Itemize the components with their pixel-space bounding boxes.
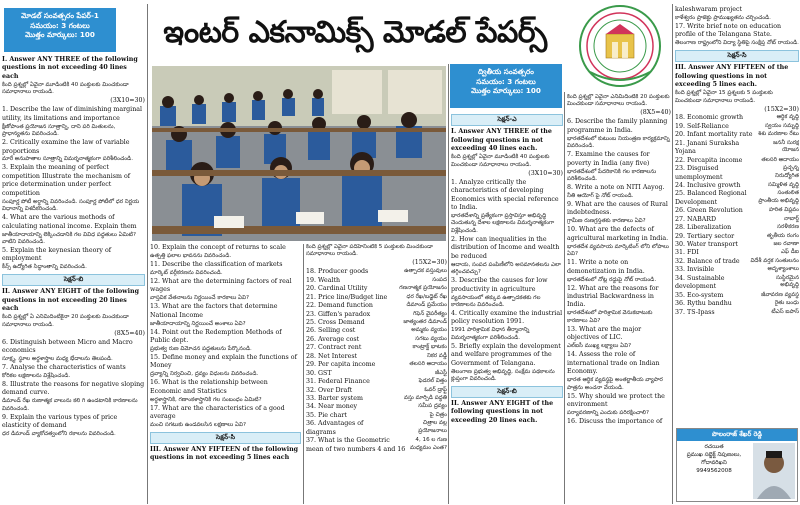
column-divider — [448, 64, 449, 504]
section-heading: సెక్షన్-బి — [451, 386, 563, 398]
short-answer-term-telugu: సంతులిత ప్రాంతీయ అభివృద్ధి — [758, 190, 799, 204]
section-heading: సెక్షన్-ఎ — [451, 114, 563, 126]
question-item: 13. What are the factors that determine National Income — [150, 303, 278, 319]
question-group-heading-telugu: కింది ప్రశ్నల్లో ఏ ఎనిమిదింటికైనా 20 పంక్తులకు మించకుండా సమాధానాలు రాయండి. — [2, 314, 129, 328]
short-answer-term: 18. Economic growth — [675, 114, 744, 122]
short-answer-term-telugu: హరిత విప్లవం — [769, 207, 799, 214]
question-item-telugu: ద్రవ్యాన్ని నిర్వచించి, ద్రవ్యం విధులను వివరించండి. — [150, 371, 259, 378]
question-item: 14. Assess the role of international trade on Indian Economy. — [567, 351, 660, 376]
short-answer-term-telugu: కాంట్రాక్ట్ భాటకం — [412, 344, 447, 351]
question-item-telugu: పర్యావరణాన్ని ఎందుకు పరిరక్షించాలి? — [567, 409, 649, 416]
question-item: 10. What are the defects of agricultural marketing in India. — [567, 226, 669, 242]
question-item: 8. Illustrate the reasons for negative sloping demand curve. — [2, 380, 145, 397]
question-item: 3. Explain the meaning of perfect competition Illustrate the mechanism of price determination under perfect competition — [2, 164, 131, 197]
short-answer-item — [306, 361, 447, 369]
question-group-heading-telugu: కింది ప్రశ్నల్లో ఏవైనా ఎనిమిదింటికి 20 పంక్తులకు మించకుండా సమాధానాలు రాయండి. — [567, 94, 670, 108]
short-answer-item — [675, 114, 799, 122]
marks-label: (3X10=30) — [528, 169, 563, 177]
paper2-year-label: ద్వితీయ సంవత్సరం — [478, 67, 534, 76]
question-item: 4. What are the various methods of calculating national income. Explain them — [2, 214, 137, 230]
marks-label: (3X10=30) — [110, 97, 145, 105]
short-answer-term-telugu: గణనాత్మక ప్రయోజనం — [399, 285, 447, 292]
question-item-telugu: మార్కెట్ వర్గీకరణను వివరించండి. — [150, 269, 223, 276]
question-item: 3. Describe the causes for low productivity in agriculture — [451, 277, 548, 293]
short-answer-term-telugu: 4, 16 ల గుణ మధ్యమం ఎంత? — [409, 437, 447, 451]
short-answer-term-telugu: సమ్మిళిత వృద్ధి — [768, 181, 799, 188]
short-answer-term-telugu: ప్రచ్ఛన్న నిరుద్యోగిత — [775, 165, 799, 179]
short-answer-item — [675, 233, 799, 241]
short-answer-term-telugu: తలసరి ఆదాయం — [761, 156, 799, 163]
short-answer-term-telugu: చిత్రాల వల్ల ప్రయోజనాలు — [418, 420, 447, 434]
column-paper1-section-c — [306, 244, 447, 503]
question-group-heading: I. Answer ANY THREE of the following questions in not exceeding 40 lines each. — [451, 128, 552, 153]
short-answer-item — [306, 327, 447, 335]
question-item-telugu: వ్యవసాయంలో తక్కువ ఉత్పాదకతకు గల కారణాలను వివరించండి. — [451, 294, 541, 308]
column-divider — [564, 92, 565, 504]
short-answer-term-telugu: సమీప ద్రవ్యం — [418, 403, 447, 410]
short-answer-term: 34. Sustainable development — [675, 274, 725, 291]
short-answer-term: 25. Balanced Regional Development — [675, 190, 747, 206]
short-answer-term-telugu: తలసరి ఆదాయం — [409, 361, 447, 368]
short-answer-term: 26. Average cost — [306, 335, 360, 343]
question-item-telugu: మంచి సగటుకు ఉండవలసిన లక్షణాలు ఏవి? — [150, 422, 246, 429]
question-group-heading: II. Answer ANY EIGHT of the following questions in not exceeding 20 lines each. — [451, 400, 554, 424]
question-group-heading: III. Answer ANY FIFTEEN of the following questions in not exceeding 5 lines each. — [675, 64, 789, 89]
short-answer-item — [306, 437, 447, 454]
question-item: 7. Examine the causes for poverty in India (any five) — [567, 151, 650, 167]
short-answer-term: 37. What is the Geometric mean of two numbers 4 and 16 — [306, 437, 406, 453]
author-role: రచయిత — [704, 444, 724, 450]
short-answer-term-telugu: సరళీకరణ — [777, 224, 799, 231]
question-item: 5. Briefly explain the development and welfare programmes of the Government of Telangana. — [451, 342, 561, 367]
short-answer-item — [675, 157, 799, 165]
short-answer-term-telugu: ధర రేఖ/బడ్జెట్ రేఖ — [406, 293, 447, 300]
question-item: kaleshwaram project — [675, 6, 743, 13]
short-answer-list — [675, 114, 799, 317]
marks-label: (8X5=40) — [114, 329, 145, 337]
question-group-heading: III. Answer ANY FIFTEEN of the following questions in not exceeding 5 lines each — [150, 445, 299, 462]
question-item-telugu: గ్రామీణ రుణగ్రస్తతకు కారణాలు ఏవి? — [567, 218, 646, 225]
short-answer-term: 26. Selling cost — [306, 327, 356, 335]
short-answer-term: 35. Pie chart — [306, 411, 347, 419]
question-item-telugu: ప్రభుత్వ రుణ విమోచన పద్ధతులను పేర్కొనండి. — [150, 345, 252, 352]
paper1-time-label: సమయం: 3 గంటలు — [30, 20, 90, 30]
short-answer-term: 36. Advantages of diagrams — [306, 420, 364, 436]
question-item-telugu: భారతదేశంలో పారిశ్రామిక వెనుకబాటుకు కారణాలు ఏవి? — [567, 310, 653, 324]
column-paper1-section-b — [150, 244, 301, 503]
short-answer-item — [306, 353, 447, 361]
short-answer-term: 30. GST — [306, 369, 332, 377]
short-answer-item — [675, 300, 799, 308]
short-answer-term-telugu: జీఎస్టీ — [435, 369, 447, 376]
marks-label: (15X2=30) — [412, 259, 447, 267]
question-item: 2. Critically examine the law of variable proportions — [2, 139, 130, 155]
short-answer-term-telugu: జీవావరణ వ్యవస్థ — [761, 291, 799, 298]
paper2-time-label: సమయం: 3 గంటలు — [476, 76, 536, 86]
short-answer-term: 36. Rythu bandhu — [675, 300, 732, 308]
question-item: 17. Write brief note on education profile of the Telangana State. — [675, 22, 782, 39]
short-answer-item — [306, 294, 447, 302]
short-answer-term: 27. Contract rent — [306, 344, 362, 352]
question-item-telugu: 1991 పారిశ్రామిక విధాన తీర్మానాన్ని విమర్శనాత్మకంగా పరిశీలించండి. — [451, 327, 530, 341]
short-answer-term-telugu: జాత్యంతర డిమాండ్ — [403, 319, 447, 326]
question-item-telugu: సూక్ష్మ, స్థూల అర్థశాస్త్రాల మధ్య భేదాలను తెలపండి. — [2, 355, 113, 362]
author-phone: 9949562008 — [696, 468, 732, 475]
question-item: 16. Discuss the importance of — [567, 417, 663, 425]
author-box — [676, 428, 798, 502]
short-answer-item — [675, 207, 799, 215]
question-item: 1. Analyze critically the characteristics of developing Economics with special reference to India. — [451, 178, 559, 211]
short-answer-term: 29. Tertiary sector — [675, 232, 735, 240]
short-answer-item — [306, 344, 447, 352]
exam-hall-photo — [152, 66, 446, 241]
short-answer-item — [306, 302, 447, 310]
short-answer-term-telugu: రైతు బంధు — [774, 300, 799, 307]
question-item-telugu: భారతదేశంలో నోట్ల రద్దుపై నోట్ రాయండి. — [567, 276, 657, 283]
short-answer-term: 23. Giffen's paradox — [306, 310, 371, 318]
question-item: 16. What is the relationship between Economic and Statistics — [150, 379, 268, 395]
short-answer-term: 28. Net Interest — [306, 352, 358, 360]
short-answer-term: 20. Infant mortality rate — [675, 131, 753, 139]
question-item-telugu: సంపూర్ణ పోటీ అర్థాన్ని వివరించండి. సంపూర్ణ పోటీలో ధర నిర్ణయ విధానాన్ని విశదీకరించండి. — [2, 198, 140, 213]
question-group-heading-telugu: కింది ప్రశ్నల్లో ఏవైనా పదిహేనింటికి 5 పంక్తులకు మించకుండా సమాధానాలు రాయండి. — [306, 244, 433, 258]
short-answer-term-telugu: స్వయం సమృద్ధి — [764, 122, 799, 129]
marks-label: (8X5=40) — [640, 109, 671, 117]
short-answer-term: 19. Self-Reliance — [675, 122, 729, 130]
question-item-telugu: జాతీయాదాయాన్ని లెక్కించడానికి గల వివిధ పద్ధతులు ఏమిటి? వాటిని వివరించండి. — [2, 231, 136, 245]
paper2-marks-label: మొత్తం మార్కులు: 100 — [471, 86, 541, 96]
short-answer-term: 19. Wealth — [306, 276, 341, 284]
short-answer-term: 24. Inclusive growth — [675, 181, 741, 189]
short-answer-item — [306, 311, 447, 319]
short-answer-item — [675, 165, 799, 182]
paper1-header-box — [4, 8, 116, 52]
short-answer-item — [306, 285, 447, 293]
question-item: 9. What are the causes of Rural indebtedness. — [567, 201, 668, 217]
short-answer-item — [675, 140, 799, 157]
question-item-telugu: తెలంగాణ రాష్ట్రంలోని విద్యా స్థితిపై సంక్షిప్త నోట్ రాయండి. — [675, 40, 799, 47]
short-answer-item — [675, 309, 799, 317]
question-item-telugu: భారత ఆర్థిక వ్యవస్థపై అంతర్జాతీయ వ్యాపార పాత్రను అంచనా వేయండి. — [567, 377, 663, 391]
short-answer-term: 26. Green Revolution — [675, 207, 743, 215]
short-answer-term-telugu: డిమాండ్ ప్రమేయం — [406, 302, 447, 309]
short-answer-term-telugu: టీఎస్ ఐపాస్ — [771, 308, 799, 315]
short-answer-term: 34. Near money — [306, 403, 358, 411]
short-answer-term-telugu: ఎఫ్ డీఐ — [781, 249, 799, 256]
question-item: 7. Analyse the characteristics of wants — [2, 363, 126, 371]
column-paper2-section-a — [451, 112, 563, 503]
short-answer-term-telugu: అమ్మకం వ్యయం — [411, 327, 447, 334]
short-answer-term-telugu: సుస్థిరమైన అభివృద్ధి — [776, 274, 799, 289]
short-answer-term-telugu: పై చిత్రం — [429, 411, 447, 418]
question-item-telugu: కీన్స్ ఉద్యోగిత సిద్ధాంతాన్ని వివరించండి. — [2, 264, 87, 271]
question-item-telugu: నీతి ఆయోగ్ పై నోట్ రాయండి. — [567, 193, 634, 200]
board-logo — [570, 2, 670, 90]
question-item: 5. Explain the keynesian theory of employment — [2, 246, 112, 263]
question-item: 6. Describe the family planning programme in India. — [567, 118, 668, 134]
question-item: 8. Write a note on NITI Aayog. — [567, 184, 665, 192]
question-item-telugu: భారతదేశాన్ని ప్రత్యేకంగా ప్రస్తావిస్తూ అభివృద్ధి చెందుతున్న దేశాల లక్షణాలను విమర్శనాత్మకంగా విశ్లేషించండి. — [451, 212, 555, 234]
short-answer-item — [675, 266, 799, 274]
short-answer-item — [306, 268, 447, 276]
question-item-telugu: డిమాండ్ రేఖ రుణాత్మక వాలును కలి గి ఉండటానికి కారణాలను వివరించండి. — [2, 398, 138, 412]
short-answer-item — [306, 403, 447, 411]
author-details — [679, 443, 749, 475]
author-designation: ప్రముఖ సబ్జెక్ట్ నిపుణులు, — [686, 452, 742, 459]
paper1-year-label: మోడల్ సంవత్సరం పేపర్-1 — [21, 11, 99, 20]
short-answer-item — [675, 131, 799, 139]
question-item: 1. Describe the law of diminishing marginal utility, its limitations and importance — [2, 106, 143, 122]
section-heading: సెక్షన్-సి — [675, 50, 799, 62]
column-divider — [672, 4, 673, 504]
question-item-telugu: భారతదేశంలో కుటుంబ నియంత్రణ కార్యక్రమాన్ని వివరించండి. — [567, 135, 670, 150]
question-item-telugu: మారే అనుపాతాల సూత్రాన్ని విమర్శనాత్మకంగా పరిశీలించండి. — [2, 156, 133, 163]
short-answer-term-telugu: శిశు మరణాల రేటు — [758, 131, 799, 138]
question-item: 9. Explain the various types of price elasticity of demand — [2, 413, 118, 430]
question-group-heading: I. Answer ANY THREE of the following questions in not exceeding 40 lines each — [2, 56, 138, 80]
short-answer-term: 31. FDI — [675, 249, 699, 257]
question-item: 14. Point out the Redemption Methods of Public dept. — [150, 328, 282, 344]
question-item-telugu: జాతీయాదాయాన్ని నిర్ణయించే అంశాలు ఏవి? — [150, 320, 246, 327]
short-answer-term: 29. Per capita income — [306, 361, 376, 369]
question-item-telugu: భారతదేశ వ్యవసాయ మార్కెటింగ్ లోని లోపాలు ఏవి? — [567, 243, 669, 258]
question-item-telugu: ధర డిమాండ్ వ్యాకోచత్వంలోని రకాలను వివరించండి. — [2, 431, 116, 437]
question-group-heading-telugu: కింది ప్రశ్నల్లో ఏవైనా 15 ప్రశ్నలకు 5 పంక్తులకు మించకుండా సమాధానాలు రాయండి. — [675, 90, 773, 104]
short-answer-term: 27. NABARD — [675, 215, 717, 223]
author-place: గోదావరిఖని — [701, 460, 727, 467]
question-item: 12. What are the reasons for industrial Backwardness in India. — [567, 284, 659, 309]
question-item-telugu: ఆదాయ, సంపద పంపిణీలోని అసమానతలను ఎలా తగ్గించవచ్చు? — [451, 261, 561, 276]
column-paper2-section-b — [567, 94, 671, 503]
short-answer-term: 30. Water transport — [675, 241, 738, 248]
author-name-strip: పొలంరాజ్ శేఖర్ రెడ్డి — [677, 429, 797, 441]
paper1-marks-label: మొత్తం మార్కులు: 100 — [25, 30, 95, 40]
short-answer-term-telugu: సంపద — [432, 276, 447, 283]
short-answer-item — [306, 387, 447, 395]
question-item: 13. What are the major objectives of LIC. — [567, 325, 642, 342]
short-answer-term-telugu: వస్తు మార్పిడి పద్ధతి — [403, 394, 447, 401]
short-answer-term: 18. Producer goods — [306, 268, 369, 276]
short-answer-list — [306, 268, 447, 454]
short-answer-term-telugu: జననీ సురక్ష యోజన — [773, 139, 799, 154]
author-photo — [753, 443, 795, 499]
short-answer-item — [306, 378, 447, 386]
question-item: 15. Define money and explain the functions of Money — [150, 353, 297, 370]
short-answer-term: 28. Liberalization — [675, 224, 732, 232]
page-title: ఇంటర్ ఎకనామిక్స్ మోడల్ పేపర్స్ — [163, 15, 547, 50]
question-item: 12. What are the determining factors of real wages — [150, 277, 292, 294]
column-paper2-section-c — [675, 6, 799, 426]
column-divider — [147, 4, 148, 504]
short-answer-term-telugu: జల రవాణా — [773, 241, 799, 247]
short-answer-term: 23. Disguised unemployment — [675, 165, 723, 181]
short-answer-term-telugu: సగటు వ్యయం — [415, 335, 447, 342]
short-answer-item — [675, 292, 799, 300]
short-answer-term: 35. Eco-system — [675, 291, 724, 299]
short-answer-term-telugu: ఓవర్ డ్రాఫ్ట్ — [424, 386, 447, 393]
question-item-telugu: ఎల్ఐసీ ముఖ్య లక్ష్యాలు ఏవి? — [567, 343, 632, 350]
column-paper1-section-a — [2, 56, 145, 502]
short-answer-item — [675, 249, 799, 257]
question-item: 10. Explain the concept of returns to scale — [150, 244, 286, 251]
short-answer-term-telugu: తృతీయ రంగం — [766, 232, 799, 239]
question-group-heading: II. Answer ANY EIGHT of the following questions in not exceeding 20 lines each — [2, 288, 139, 313]
question-item: 17. What are the characteristics of a good average — [150, 404, 285, 421]
question-group-heading-telugu: కింది ప్రశ్నల్లో ఏవైనా మూడింటికి 40 పంక్తులకు మించకుండా సమాధానాలు రాయండి. — [451, 154, 550, 168]
short-answer-term: 21. Price line/Budget line — [306, 293, 388, 301]
short-answer-term: 32. Balance of trade — [675, 257, 740, 265]
question-item-telugu: తెలంగాణ ప్రభుత్వ అభివృద్ధి, సంక్షేమ పథకాలను క్లుప్తంగా వివరించండి. — [451, 368, 555, 383]
question-item-telugu: కాళేశ్వరం ప్రాజెక్టు ప్రాముఖ్యతను చర్చించండి. — [675, 14, 771, 21]
question-item: 4. Critically examine the industrial policy resolution 1991. — [451, 309, 563, 326]
question-item-telugu: క్షీణోపాంత ప్రయోజన సూత్రాన్ని, దాని పరి మితులను, ప్రాధాన్యతను వివరించండి. — [2, 123, 116, 138]
short-answer-term: 21. Janani Suraksha Yojana — [675, 139, 740, 156]
short-answer-term: 31. Federal Finance — [306, 378, 370, 386]
marks-label: (15X2=30) — [764, 105, 799, 113]
column-divider — [303, 244, 304, 504]
question-item-telugu: భారతదేశంలో పేదరికానికి గల కారణాలను పరిశీలించండి. — [567, 168, 657, 183]
question-item: 11. Describe the classification of markets — [150, 260, 283, 268]
short-answer-item — [675, 224, 799, 232]
short-answer-term-telugu: ఆర్థిక వృద్ధి — [776, 114, 799, 121]
short-answer-term: 25. Cross Demand — [306, 319, 365, 327]
question-item-telugu: వాస్తవిక వేతనాలను నిర్ణయించే కారకాలు ఏవి? — [150, 295, 249, 302]
question-item-telugu: కోరికల లక్షణాలను విశ్లేషించండి. — [2, 372, 71, 379]
question-item-telugu: అర్థశాస్త్రానికి, గణాంకశాస్త్రానికి గల సంబంధం ఏమిటి? — [150, 396, 262, 403]
short-answer-term-telugu: ఉత్పాదక వస్తువులు — [404, 268, 447, 275]
short-answer-item — [675, 190, 799, 207]
short-answer-term: 33. Barter system — [306, 394, 363, 402]
question-item: 11. Write a note on demonetization in India. — [567, 259, 645, 275]
question-group-heading-telugu: కింది ప్రశ్నల్లో ఏవైనా మూడింటికి 40 పంక్తులకు మించకుండా సమాధానాలు రాయండి. — [2, 81, 129, 96]
question-item-telugu: ఉత్పత్తి ఫలాల భావనను వివరించండి. — [150, 252, 232, 259]
short-answer-item — [306, 420, 447, 437]
section-heading: సెక్షన్-సి — [150, 432, 301, 444]
paper2-header-box — [450, 64, 562, 108]
question-item: 2. How can inequalities in the distribution of Income and wealth be reduced — [451, 235, 560, 260]
question-item: 6. Distinguish between Micro and Macro economics — [2, 338, 133, 354]
question-item: 15. Why should we protect the environment — [567, 392, 665, 408]
short-answer-term: 37. TS-Ipass — [675, 308, 715, 316]
section-heading: సెక్షన్-బి — [2, 274, 145, 286]
short-answer-item — [306, 370, 447, 378]
short-answer-term: 22. Percapita income — [675, 156, 743, 164]
short-answer-item — [675, 216, 799, 224]
short-answer-term-telugu: ఫెడరల్ విత్తం — [418, 378, 447, 385]
short-answer-term: 22. Demand function — [306, 302, 373, 310]
short-answer-term: 33. Invisible — [675, 266, 715, 274]
short-answer-term: 32. Over Draft — [306, 386, 353, 394]
short-answer-term-telugu: అదృశ్యాంశాలు — [767, 266, 799, 273]
short-answer-item — [675, 275, 799, 292]
short-answer-term: 20. Cardinal Utility — [306, 285, 368, 293]
short-answer-term-telugu: నికర వడ్డీ — [426, 352, 447, 359]
short-answer-term-telugu: నాబార్డ్ — [783, 215, 799, 222]
short-answer-term-telugu: గిఫెన్ వైపరీత్యం — [413, 310, 447, 317]
short-answer-term-telugu: విదేశీ వర్తక సంతులనం — [750, 257, 799, 264]
